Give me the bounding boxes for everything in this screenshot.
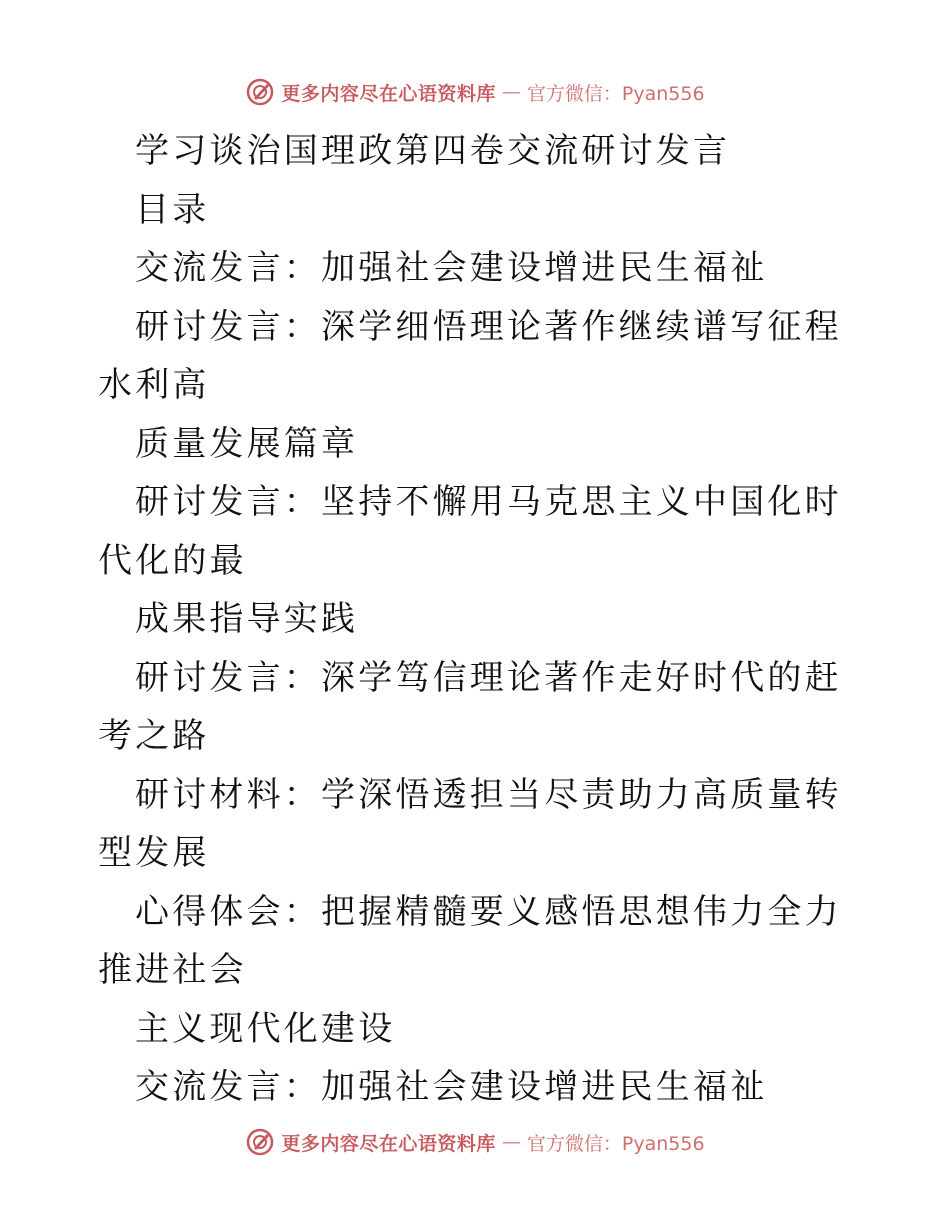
page-header-watermark <box>0 72 950 112</box>
document-body <box>0 122 950 1117</box>
toc-item: 研讨发言：坚持不懈用马克思主义中国化时代化的最 <box>98 482 842 581</box>
toc-item-continuation: 质量发展篇章 <box>135 423 359 464</box>
toc-item: 交流发言：加强社会建设增进民生福祉 <box>135 248 768 288</box>
toc-item: 研讨发言：深学细悟理论著作继续谱写征程水利高 <box>98 306 842 405</box>
toc-item-continuation: 成果指导实践 <box>135 599 359 639</box>
watermark-text: 更多内容尽在心语资料库 <box>281 82 496 105</box>
toc-heading: 目录 <box>135 189 210 230</box>
watermark-separator: — <box>501 81 521 103</box>
toc-item: 心得体会：把握精髓要义感悟思想伟力全力推进社会 <box>98 891 842 990</box>
toc-item: 研讨发言：深学笃信理论著作走好时代的赶考之路 <box>98 657 842 756</box>
page-footer-watermark <box>0 1122 950 1162</box>
watermark-logo-icon <box>245 1127 275 1157</box>
watermark-logo-icon <box>245 77 275 107</box>
watermark-suffix: 官方微信：Pyan556 <box>526 1132 705 1155</box>
watermark-text: 更多内容尽在心语资料库 <box>281 1132 496 1155</box>
watermark-suffix: 官方微信：Pyan556 <box>526 82 705 105</box>
watermark-separator: — <box>501 1131 521 1153</box>
toc-item-continuation: 主义现代化建设 <box>135 1008 396 1049</box>
toc-item: 交流发言：加强社会建设增进民生福祉 <box>135 1067 768 1107</box>
document-title: 学习谈治国理政第四卷交流研讨发言 <box>135 131 731 171</box>
toc-item: 研讨材料：学深悟透担当尽责助力高质量转型发展 <box>98 774 842 873</box>
watermark <box>245 1127 704 1157</box>
watermark <box>245 77 704 107</box>
